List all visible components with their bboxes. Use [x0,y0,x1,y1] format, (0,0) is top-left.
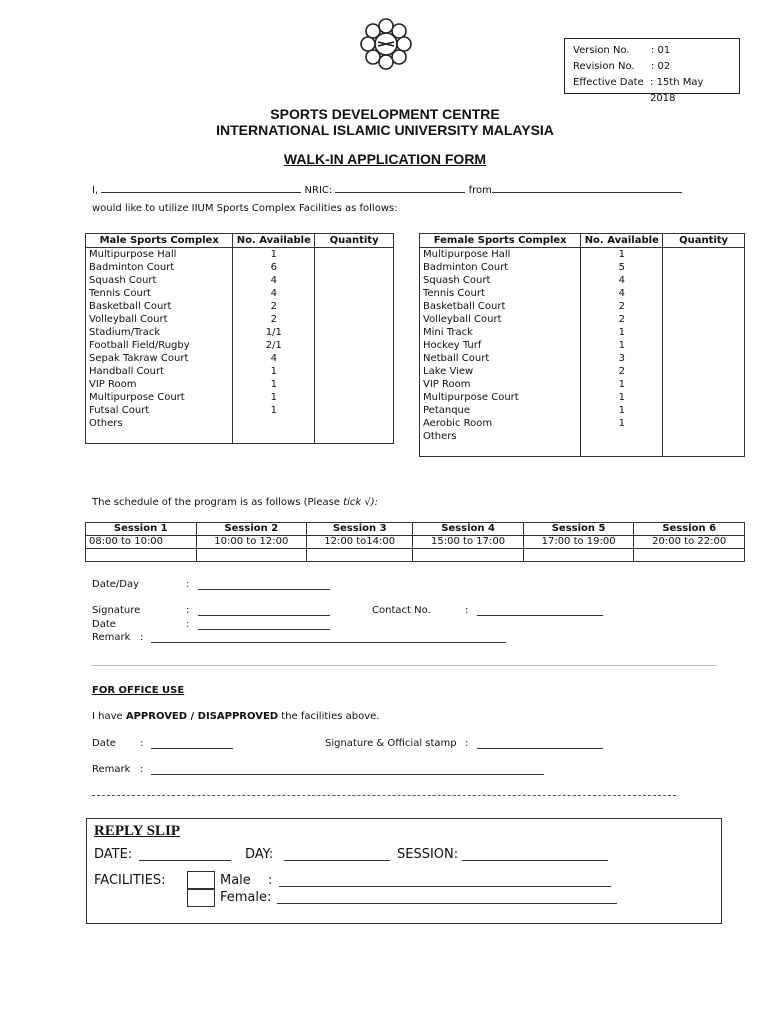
facility-name: Petanque [420,404,581,417]
session-time: 17:00 to 19:00 [523,536,634,549]
revision-value: : 02 [651,61,671,72]
session-tick-cell[interactable] [307,549,413,562]
table-row [420,313,745,326]
facility-available: 1 [581,248,663,262]
quantity-cell[interactable] [315,313,394,326]
facility-name: Stadium/Track [86,326,233,339]
schedule-intro-text: The schedule of the program is as follows (Please [92,497,340,508]
session-time: 10:00 to 12:00 [196,536,307,549]
male-header-quantity: Quantity [315,234,394,248]
stamp-label: Signature & Official stamp [325,738,457,749]
table-row [86,248,394,262]
quantity-cell[interactable] [315,430,394,444]
from-field[interactable] [492,182,682,193]
quantity-cell[interactable] [663,287,745,300]
colon: : [140,738,144,749]
approval-pre: I have [92,711,123,722]
colon: : [465,605,469,616]
facility-name: Mini Track [420,326,581,339]
female-header-facility: Female Sports Complex [420,234,581,248]
table-row [420,274,745,287]
quantity-cell[interactable] [663,326,745,339]
facility-available: 2 [581,300,663,313]
date-day-field[interactable] [198,579,330,590]
date-label: Date [92,619,116,630]
quantity-cell[interactable] [315,248,394,262]
reply-male-label: Male [220,873,251,888]
facility-available: 1 [233,378,315,391]
facility-available: 1 [233,365,315,378]
facility-available: 4 [233,287,315,300]
session-tick-cell[interactable] [196,549,307,562]
session-header: Session 3 [307,523,413,536]
table-row [420,300,745,313]
quantity-cell[interactable] [663,365,745,378]
male-header-facility: Male Sports Complex [86,234,233,248]
quantity-cell[interactable] [663,339,745,352]
quantity-cell[interactable] [663,430,745,443]
facility-available: 2 [233,300,315,313]
facility-name: Squash Court [86,274,233,287]
office-use-heading: FOR OFFICE USE [92,685,185,696]
female-facilities-table [419,233,745,457]
signature-label: Signature [92,605,141,616]
session-time: 12:00 to14:00 [307,536,413,549]
colon: : [140,764,144,775]
facility-available: 4 [233,274,315,287]
iium-logo [358,16,414,72]
quantity-cell[interactable] [315,287,394,300]
male-facilities-field[interactable] [279,876,611,887]
female-header-available: No. Available [581,234,663,248]
facility-name [420,443,581,457]
divider [92,665,716,666]
colon: : [186,605,190,616]
facility-name: Multipurpose Hall [86,248,233,262]
quantity-cell[interactable] [315,300,394,313]
facility-name: Multipurpose Hall [420,248,581,262]
facility-name: Handball Court [86,365,233,378]
facility-available: 2 [233,313,315,326]
table-row [86,313,394,326]
quantity-cell[interactable] [315,365,394,378]
office-date-label: Date [92,738,116,749]
quantity-cell[interactable] [315,404,394,417]
title-centre: SPORTS DEVELOPMENT CENTRE [270,106,500,122]
session-tick-cell[interactable] [634,549,745,562]
facility-available: 1 [581,339,663,352]
facility-name: Basketball Court [86,300,233,313]
reply-facilities-label: FACILITIES: [94,873,166,888]
form-title-text: WALK-IN APPLICATION FORM [283,151,487,167]
facility-available: 2 [581,365,663,378]
reply-slip-title: REPLY SLIP [94,823,181,839]
quantity-cell[interactable] [315,339,394,352]
facility-name: Aerobic Room [420,417,581,430]
table-row [420,391,745,404]
facility-name: Badminton Court [420,261,581,274]
facility-available: 1 [233,391,315,404]
facility-name: Sepak Takraw Court [86,352,233,365]
facility-available: 2 [581,313,663,326]
colon: : [186,579,190,590]
signature-field[interactable] [198,605,330,616]
table-row [86,391,394,404]
facility-available: 5 [581,261,663,274]
form-title [0,151,770,167]
session-header: Session 6 [634,523,745,536]
facility-available: 1/1 [233,326,315,339]
applicant-line [92,182,712,196]
table-row [420,248,745,262]
session-tick-cell[interactable] [413,549,524,562]
facility-name: Others [86,417,233,430]
table-row [86,287,394,300]
table-row [86,300,394,313]
from-label: from [468,185,492,196]
colon: : [268,873,273,888]
facility-name: Badminton Court [86,261,233,274]
stamp-field[interactable] [477,738,603,749]
table-row [86,339,394,352]
facility-available: 1 [233,404,315,417]
quantity-cell[interactable] [663,274,745,287]
reply-session-field[interactable] [462,850,608,861]
table-row [86,417,394,430]
quantity-cell[interactable] [663,313,745,326]
facility-name: Basketball Court [420,300,581,313]
facility-available [233,417,315,430]
facility-available: 1 [581,404,663,417]
version-box [564,38,740,104]
facility-name: Football Field/Rugby [86,339,233,352]
table-row [420,352,745,365]
facility-available: 1 [581,326,663,339]
facility-name [86,430,233,444]
table-row [86,365,394,378]
quantity-cell[interactable] [663,391,745,404]
table-row [86,326,394,339]
facility-available: 1 [233,248,315,262]
contact-label: Contact No. [372,605,431,616]
session-time: 08:00 to 10:00 [86,536,197,549]
office-remark-label: Remark [92,764,131,775]
quantity-cell[interactable] [663,417,745,430]
table-row [86,430,394,444]
quantity-cell[interactable] [315,378,394,391]
quantity-cell[interactable] [315,274,394,287]
table-row [420,404,745,417]
female-checkbox[interactable] [187,889,215,907]
reply-female-label: Female: [220,890,272,905]
facility-name: Multipurpose Court [420,391,581,404]
facility-name: Netball Court [420,352,581,365]
office-remark-field[interactable] [151,764,544,775]
facility-name: Hockey Turf [420,339,581,352]
colon: : [186,619,190,630]
session-header: Session 5 [523,523,634,536]
facility-available: 6 [233,261,315,274]
facility-name: VIP Room [86,378,233,391]
approval-line [92,711,379,722]
facility-available [581,430,663,443]
table-row [420,365,745,378]
intro-text: would like to utilize IIUM Sports Complex Facilities as follows: [92,203,398,214]
facility-name: Futsal Court [86,404,233,417]
quantity-cell[interactable] [315,352,394,365]
facility-name: Lake View [420,365,581,378]
reply-date-field[interactable] [139,850,231,861]
table-row [420,378,745,391]
schedule-intro [92,497,378,508]
nric-label: NRIC: [304,185,333,196]
female-facilities-field[interactable] [277,893,617,904]
quantity-cell[interactable] [663,352,745,365]
table-row [420,326,745,339]
title-university: INTERNATIONAL ISLAMIC UNIVERSITY MALAYSIA [216,122,554,138]
session-tick-cell[interactable] [86,549,197,562]
male-header-available: No. Available [233,234,315,248]
quantity-cell[interactable] [663,300,745,313]
approval-post: the facilities above. [281,711,380,722]
quantity-cell[interactable] [663,248,745,262]
quantity-cell[interactable] [315,261,394,274]
effective-date-label: Effective Date [573,77,644,88]
quantity-cell[interactable] [663,404,745,417]
table-row [86,404,394,417]
facility-available: 1 [581,417,663,430]
version-value: : 01 [651,45,671,56]
facility-name: Others [420,430,581,443]
session-table [85,522,745,562]
facility-name: Squash Court [420,274,581,287]
effective-date-value: : 15th May 2018 [650,77,704,104]
session-tick-cell[interactable] [523,549,634,562]
facility-available: 1 [581,391,663,404]
table-row [86,352,394,365]
male-checkbox[interactable] [187,871,215,889]
facility-available: 2/1 [233,339,315,352]
contact-field[interactable] [477,605,603,616]
quantity-cell[interactable] [663,261,745,274]
reply-slip [86,818,722,924]
facility-available [233,430,315,444]
quantity-cell[interactable] [315,326,394,339]
reply-date-label: DATE: [94,847,133,862]
table-row [86,274,394,287]
male-facilities-table [85,233,394,444]
facility-name: Tennis Court [86,287,233,300]
table-row [86,261,394,274]
remark-field[interactable] [151,632,506,643]
reply-session-label: SESSION: [397,847,459,862]
approval-choice: APPROVED / DISAPPROVED [125,711,279,722]
quantity-cell[interactable] [663,378,745,391]
cut-line [92,795,676,796]
revision-label: Revision No. [573,61,635,72]
quantity-cell[interactable] [663,443,745,457]
quantity-cell[interactable] [315,417,394,430]
facility-name: Multipurpose Court [86,391,233,404]
session-header: Session 4 [413,523,524,536]
table-row [86,378,394,391]
female-header-quantity: Quantity [663,234,745,248]
nric-field[interactable] [335,182,465,193]
facility-name: Volleyball Court [86,313,233,326]
table-row [420,261,745,274]
version-label: Version No. [573,45,630,56]
table-row [420,287,745,300]
table-row [420,417,745,430]
facility-available: 4 [581,287,663,300]
facility-available: 4 [233,352,315,365]
facility-name: Tennis Court [420,287,581,300]
date-field[interactable] [198,619,330,630]
colon: : [140,632,144,643]
table-row [420,339,745,352]
facility-available [581,443,663,457]
session-time: 20:00 to 22:00 [634,536,745,549]
facility-available: 3 [581,352,663,365]
tick-instruction: tick √): [343,497,378,508]
session-header: Session 2 [196,523,307,536]
name-field[interactable] [101,182,301,193]
remark-label: Remark [92,632,131,643]
reply-day-field[interactable] [284,850,390,861]
session-header: Session 1 [86,523,197,536]
colon: : [465,738,469,749]
facility-name: Volleyball Court [420,313,581,326]
date-day-label: Date/Day [92,579,140,590]
facility-available: 4 [581,274,663,287]
table-row [420,430,745,443]
office-date-field[interactable] [151,738,233,749]
session-time: 15:00 to 17:00 [413,536,524,549]
facility-name: VIP Room [420,378,581,391]
i-label: I, [92,185,99,196]
table-row [420,443,745,457]
facility-available: 1 [581,378,663,391]
quantity-cell[interactable] [315,391,394,404]
reply-day-label: DAY: [245,847,274,862]
